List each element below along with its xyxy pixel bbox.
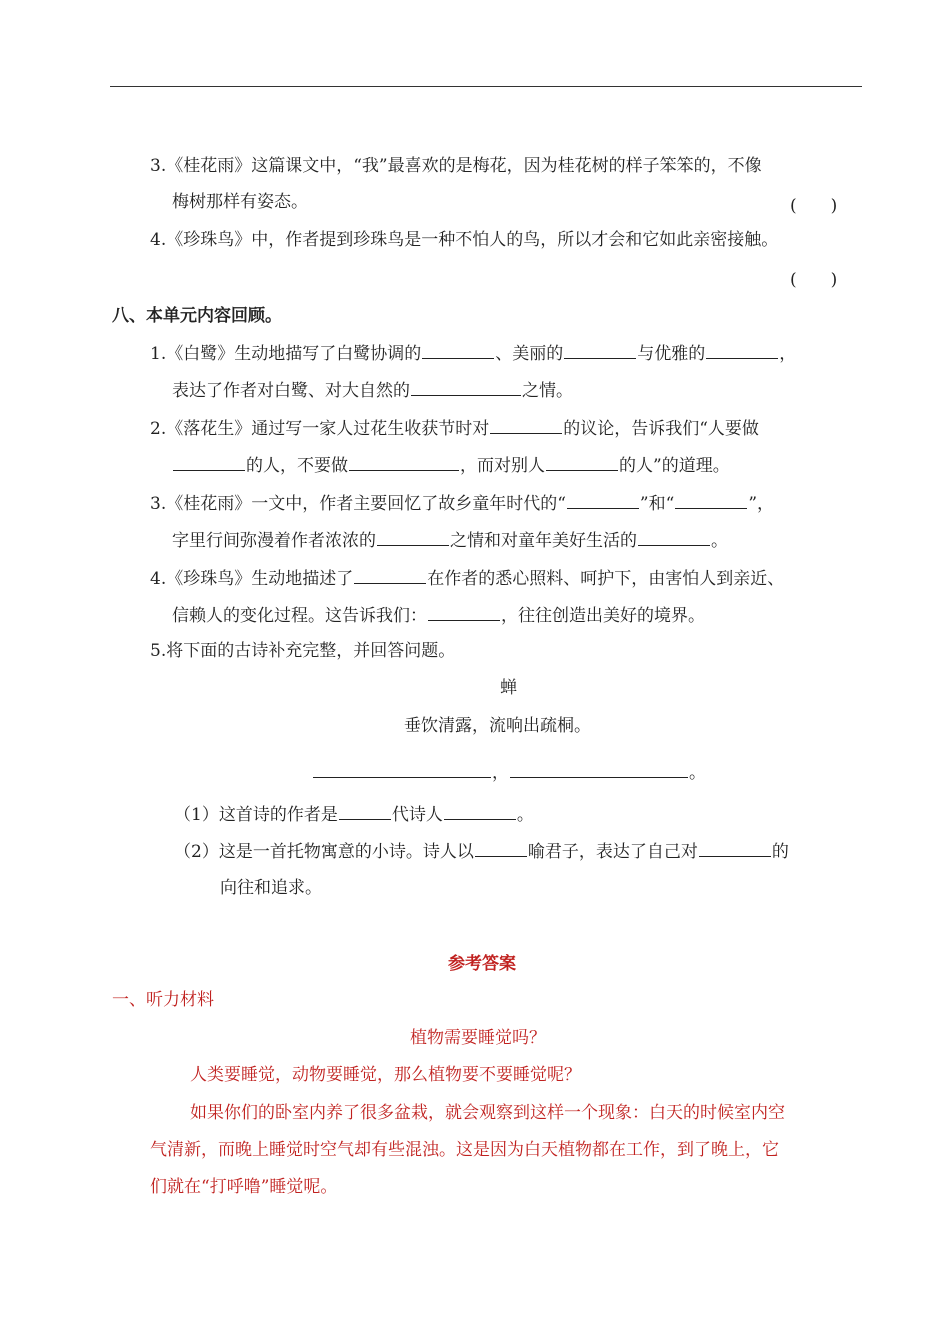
q4-text-a: 4.《珍珠鸟》生动地描述了 xyxy=(150,569,354,589)
q1-text-c: 与优雅的 xyxy=(637,344,706,364)
poem-title: 蝉 xyxy=(500,678,517,698)
q3-text-d: 字里行间弥漫着作者浓浓的 xyxy=(172,531,376,551)
q2-text-a: 2.《落花生》通过写一家人过花生收获节时对 xyxy=(150,419,490,439)
judge-item-3-line1: 3.《桂花雨》这篇课文中，“我”最喜欢的是梅花，因为桂花树的样子笨笨的，不像 xyxy=(150,156,762,176)
q1-blank-1[interactable] xyxy=(422,340,494,359)
answers-section-1: 一、听力材料 xyxy=(112,990,214,1010)
q5-intro: 5.将下面的古诗补充完整，并回答问题。 xyxy=(150,641,456,661)
poem-blank-2[interactable] xyxy=(510,759,688,778)
q4-text-d: ，往往创造出美好的境界。 xyxy=(501,606,705,626)
section-8-title: 八、本单元内容回顾。 xyxy=(112,306,282,326)
q4-line1 xyxy=(150,565,784,591)
q1-text-d: ， xyxy=(779,344,797,364)
q1-blank-4[interactable] xyxy=(411,377,521,396)
poem-comma: ， xyxy=(492,763,509,783)
q5-sub1-text-c: 。 xyxy=(516,805,534,825)
poem-blank-1[interactable] xyxy=(313,759,491,778)
q4-blank-2[interactable] xyxy=(428,602,500,621)
q5-sub2-line2: 向往和追求。 xyxy=(220,878,322,898)
q5-sub1-text-b: 代诗人 xyxy=(391,805,443,825)
judge-item-4-line1: 4.《珍珠鸟》中，作者提到珍珠鸟是一种不怕人的鸟，所以才会和它如此亲密接触。 xyxy=(150,230,779,250)
q1-blank-3[interactable] xyxy=(706,340,778,359)
q3-line2 xyxy=(172,527,728,553)
q1-text-a: 1.《白鹭》生动地描写了白鹭协调的 xyxy=(150,344,422,364)
q5-sub1-blank-2[interactable] xyxy=(444,801,516,820)
q3-blank-1[interactable] xyxy=(567,490,639,509)
q4-blank-1[interactable] xyxy=(354,565,426,584)
q4-text-b: 在作者的悉心照料、呵护下，由害怕人到亲近、 xyxy=(427,569,785,589)
answers-article-title: 植物需要睡觉吗？ xyxy=(410,1028,546,1048)
q2-line2 xyxy=(172,452,730,478)
q5-sub2-text-c: 的 xyxy=(771,842,789,862)
poem-line-1: 垂饮清露，流响出疏桐。 xyxy=(404,716,591,736)
q3-blank-4[interactable] xyxy=(638,527,710,546)
q5-sub1 xyxy=(174,801,534,827)
q4-line2 xyxy=(172,602,705,628)
q5-sub2-blank-1[interactable] xyxy=(475,838,527,857)
q3-text-c: ”， xyxy=(748,494,775,514)
q1-blank-2[interactable] xyxy=(564,340,636,359)
q3-blank-3[interactable] xyxy=(377,527,449,546)
q2-blank-1[interactable] xyxy=(490,415,562,434)
answers-title: 参考答案 xyxy=(448,954,516,974)
q2-blank-3[interactable] xyxy=(349,452,459,471)
judge-item-4-answer-parens[interactable]: ( ) xyxy=(790,270,838,290)
q3-text-b: ”和“ xyxy=(639,494,675,514)
q2-text-b: 的议论，告诉我们“人要做 xyxy=(563,419,759,439)
poem-period: 。 xyxy=(689,763,706,783)
q5-sub2-blank-2[interactable] xyxy=(699,838,771,857)
poem-line-2 xyxy=(312,759,706,785)
q3-text-e: 之情和对童年美好生活的 xyxy=(450,531,637,551)
q2-text-d: ，而对别人 xyxy=(460,456,545,476)
q1-text-f: 之情。 xyxy=(522,381,573,401)
q2-blank-2[interactable] xyxy=(173,452,245,471)
q5-sub1-text-a: （1）这首诗的作者是 xyxy=(174,805,338,825)
q5-sub1-blank-1[interactable] xyxy=(339,801,391,820)
q2-text-e: 的人”的道理。 xyxy=(619,456,730,476)
q1-line2 xyxy=(172,377,573,403)
q5-sub2-text-b: 喻君子，表达了自己对 xyxy=(527,842,698,862)
q3-blank-2[interactable] xyxy=(675,490,747,509)
q1-text-e: 表达了作者对白鹭、对大自然的 xyxy=(172,381,410,401)
q1-line1 xyxy=(150,340,796,366)
header-rule xyxy=(110,86,862,87)
answers-paragraph-1: 人类要睡觉，动物要睡觉，那么植物要不要睡觉呢？ xyxy=(190,1065,581,1085)
q2-line1 xyxy=(150,415,759,441)
q3-line1 xyxy=(150,490,774,516)
q2-text-c: 的人，不要做 xyxy=(246,456,348,476)
q5-sub2-text-a: （2）这是一首托物寓意的小诗。诗人以 xyxy=(174,842,474,862)
q2-blank-4[interactable] xyxy=(546,452,618,471)
q3-text-a: 3.《桂花雨》一文中，作者主要回忆了故乡童年时代的“ xyxy=(150,494,566,514)
q1-text-b: 、美丽的 xyxy=(495,344,564,364)
judge-item-3-answer-parens[interactable]: ( ) xyxy=(790,196,838,216)
q5-sub2-line1 xyxy=(174,838,789,864)
judge-item-3-line2: 梅树那样有姿态。 xyxy=(172,192,308,212)
q4-text-c: 信赖人的变化过程。这告诉我们： xyxy=(172,606,427,626)
q3-text-f: 。 xyxy=(711,531,728,551)
answers-paragraph-2-line3: 们就在“打呼噜”睡觉呢。 xyxy=(150,1177,338,1197)
answers-paragraph-2-line1: 如果你们的卧室内养了很多盆栽，就会观察到这样一个现象：白天的时候室内空 xyxy=(190,1103,785,1123)
answers-paragraph-2-line2: 气清新，而晚上睡觉时空气却有些混浊。这是因为白天植物都在工作，到了晚上，它 xyxy=(150,1140,779,1160)
